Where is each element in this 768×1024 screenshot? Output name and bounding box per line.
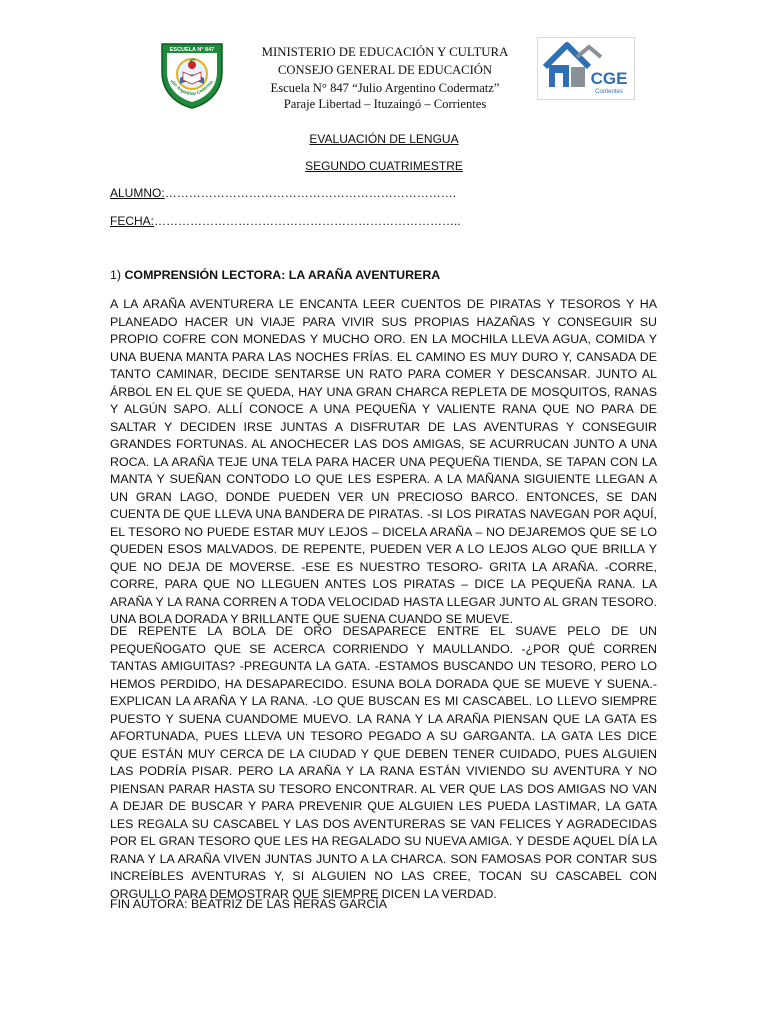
location-line: Paraje Libertad – Ituzaingó – Corrientes (283, 97, 487, 111)
section-title: COMPRENSIÓN LECTORA: LA ARAÑA AVENTURERA (124, 268, 441, 282)
cge-logo-subtext: Corrientes (595, 89, 623, 95)
section-number: 1) (110, 268, 122, 282)
term-title: SEGUNDO CUATRIMESTRE (305, 159, 463, 173)
cge-logo-text: CGE (590, 69, 628, 88)
cge-house-logo-icon (537, 37, 635, 100)
crest-arc-text: ulio Argentino Coderma (169, 78, 214, 97)
header-text-block (240, 43, 530, 111)
section-heading (110, 268, 440, 282)
date-label: FECHA: (110, 214, 155, 228)
council-line: CONSEJO GENERAL DE EDUCACIÓN (278, 63, 492, 77)
date-dots: ………………………………………………………………….. (154, 214, 461, 228)
school-line: Escuela N° 847 “Julio Argentino Codermatz” (270, 81, 500, 95)
school-crest-icon (156, 38, 228, 110)
crest-top-text: ESCUELA N° 847 (169, 47, 215, 53)
student-field (110, 186, 456, 200)
story-author: FIN AUTORA: BEATRIZ DE LAS HERAS GARCÍA (110, 897, 388, 911)
student-label: ALUMNO: (110, 186, 165, 200)
story-paragraph-2: DE REPENTE LA BOLA DE ORO DESAPARECE ENTRE EL SUAVE PELO DE UN PEQUEÑOGATO QUE SE ACERCA CORRIENDO Y MAULLANDO. -¿POR QUÉ CORREN TANTAS AMIGUITAS? -PREGUNTA LA GATA. -ESTAMOS BUSCANDO UN TESORO, PERO LO HEMOS PERDIDO, HA DESAPARECIDO. ESUNA BOLA DORADA QUE SE MUEVE Y SUENA.- EXPLICAN LA ARAÑA Y LA RANA. -LO QUE BUSCAN ES MI CASCABEL. LO LLEVO SIEMPRE PUESTO Y SUENA CUANDOME MUEVO. LA RANA Y LA ARAÑA PIENSAN QUE LA GATA ES AFORTUNADA, PUES LLEVA UN TESORO PEGADO A SU GARGANTA. LA GATA LES DICE QUE ESTÁN MUY CERCA DE LA CIUDAD Y QUE DEBEN TENER CUIDADO, PUES ALGUIEN LAS PODRÍA PISAR. PERO LA ARAÑA Y LA RANA ESTÁN VIVIENDO SU AVENTURA Y NO PIENSAN PARAR HASTA SU TESORO ENCONTRAR. AL VER QUE LAS DOS AMIGAS NO VAN A DEJAR DE BUSCAR Y PARA PREVENIR QUE ALGUIEN LES PUEDA LASTIMAR, LA GATA LES REGALA SU CASCABEL Y LAS DOS AVENTURERAS SE VAN FELICES Y AGRADECIDAS POR EL GRAN TESORO QUE LES HA REGALADO SU NUEVA AMIGA. Y DESDE AQUEL DÍA LA RANA Y LA ARAÑA VIVEN JUNTAS JUNTO A LA CHARCA. SON FAMOSAS POR CONTAR SUS INCREÍBLES AVENTURAS Y, SI ALGUIEN NO LAS CREE, TOCAN SU CASCABEL CON ORGULLO PARA DEMOSTRAR QUE SIEMPRE DICEN LA VERDAD. (110, 624, 657, 901)
evaluation-title: EVALUACIÓN DE LENGUA (309, 132, 459, 146)
student-dots: ………………………………………………………………. (164, 186, 457, 200)
story-paragraph-1: A LA ARAÑA AVENTURERA LE ENCANTA LEER CUENTOS DE PIRATAS Y TESOROS Y HA PLANEADO HACER UN VIAJE PARA VIVIR SUS PROPIAS HAZAÑAS Y CONSEGUIR SU PROPIO COFRE CON MONEDAS Y MUCHO ORO. EN LA MOCHILA LLEVA AGUA, COMIDA Y UNA BUENA MANTA PARA LAS NOCHES FRÍAS. EL CAMINO ES MUY DURO Y, CANSADA DE TANTO CAMINAR, DECIDE SENTARSE UN RATO PARA COMER Y DESCANSAR. JUNTO AL ÁRBOL EN EL QUE SE QUEDA, HAY UNA GRAN CHARCA REPLETA DE MOSQUITOS, RANAS Y ALGÚN SAPO. ALLÍ CONOCE A UNA PEQUEÑA Y VALIENTE RANA QUE NO PARA DE SALTAR Y DECIDEN IRSE JUNTAS A DISFRUTAR DE LAS AVENTURAS Y CONSEGUIR GRANDES FORTUNAS. AL ANOCHECER LAS DOS AMIGAS, SE ACURRUCAN JUNTO A UNA ROCA. LA ARAÑA TEJE UNA TELA PARA HACER UNA PEQUEÑA TIENDA, SE TAPAN CON LA MANTA Y SUEÑAN CONTODO LO QUE LES ESPERA. A LA MAÑANA SIGUIENTE LLEGAN A UN GRAN LAGO, DONDE PUEDEN VER UN PRECIOSO BARCO. ENTONCES, SE DAN CUENTA DE QUE LLEVA UNA BANDERA DE PIRATAS. -SI LOS PIRATAS NAVEGAN POR AQUÍ, EL TESORO NO PUEDE ESTAR MUY LEJOS – DICELA ARAÑA – NO DEJAREMOS QUE SE LO QUEDEN ESOS MALVADOS. DE REPENTE, PUEDEN VER A LO LEJOS ALGO QUE BRILLA Y QUE NO DEJA DE MOVERSE. -ESE ES NUESTRO TESORO- GRITA LA ARAÑA. -CORRE, CORRE, PARA QUE NO LLEGUEN ANTES LOS PIRATAS – DICE LA PEQUEÑA RANA. LA ARAÑA Y LA RANA CORREN A TODA VELOCIDAD HASTA LLEGAR JUNTO AL GRAN TESORO. UNA BOLA DORADA Y BRILLANTE QUE SUENA CUANDO SE MUEVE. (110, 297, 657, 626)
ministry-line: MINISTERIO DE EDUCACIÓN Y CULTURA (261, 45, 509, 59)
date-field (110, 214, 461, 228)
